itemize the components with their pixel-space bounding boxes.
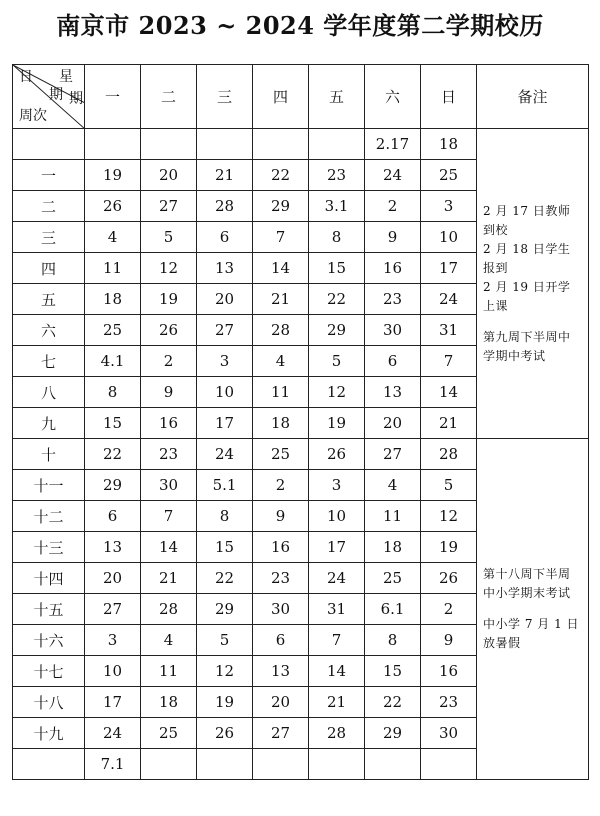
date-cell: 20 bbox=[365, 408, 421, 439]
date-cell bbox=[421, 749, 477, 780]
week-label: 六 bbox=[13, 315, 85, 346]
date-cell: 4 bbox=[141, 625, 197, 656]
date-cell bbox=[253, 749, 309, 780]
date-cell bbox=[309, 129, 365, 160]
date-cell: 26 bbox=[197, 718, 253, 749]
date-cell: 16 bbox=[141, 408, 197, 439]
date-cell: 4 bbox=[365, 470, 421, 501]
date-cell: 6 bbox=[253, 625, 309, 656]
date-cell: 10 bbox=[197, 377, 253, 408]
date-cell: 19 bbox=[85, 160, 141, 191]
corner-label-qi1: 期 bbox=[49, 87, 63, 103]
date-cell: 3 bbox=[85, 625, 141, 656]
week-label bbox=[13, 749, 85, 780]
date-cell: 22 bbox=[197, 563, 253, 594]
week-label: 十四 bbox=[13, 563, 85, 594]
date-cell: 13 bbox=[197, 253, 253, 284]
date-cell: 18 bbox=[365, 532, 421, 563]
date-cell: 3 bbox=[197, 346, 253, 377]
date-cell: 8 bbox=[85, 377, 141, 408]
date-cell: 10 bbox=[309, 501, 365, 532]
date-cell: 30 bbox=[141, 470, 197, 501]
date-cell: 25 bbox=[141, 718, 197, 749]
date-cell: 9 bbox=[141, 377, 197, 408]
date-cell: 11 bbox=[141, 656, 197, 687]
note-line: 中小学 7 月 1 日放暑假 bbox=[483, 617, 580, 650]
date-cell: 7 bbox=[253, 222, 309, 253]
date-cell: 20 bbox=[197, 284, 253, 315]
date-cell: 27 bbox=[253, 718, 309, 749]
date-cell: 20 bbox=[141, 160, 197, 191]
date-cell: 19 bbox=[421, 532, 477, 563]
week-label: 一 bbox=[13, 160, 85, 191]
week-label: 十二 bbox=[13, 501, 85, 532]
date-cell: 7 bbox=[141, 501, 197, 532]
date-cell: 28 bbox=[309, 718, 365, 749]
date-cell: 5 bbox=[141, 222, 197, 253]
date-cell: 14 bbox=[253, 253, 309, 284]
date-cell: 19 bbox=[141, 284, 197, 315]
week-label: 十八 bbox=[13, 687, 85, 718]
date-cell: 23 bbox=[365, 284, 421, 315]
date-cell: 24 bbox=[421, 284, 477, 315]
date-cell: 24 bbox=[85, 718, 141, 749]
date-cell: 29 bbox=[85, 470, 141, 501]
notes-cell-first bbox=[477, 129, 589, 439]
date-cell bbox=[85, 129, 141, 160]
day-header: 日 bbox=[421, 65, 477, 129]
day-header: 六 bbox=[365, 65, 421, 129]
date-cell: 18 bbox=[421, 129, 477, 160]
date-cell: 6 bbox=[85, 501, 141, 532]
date-cell: 3.1 bbox=[309, 191, 365, 222]
date-cell: 23 bbox=[141, 439, 197, 470]
date-cell: 29 bbox=[253, 191, 309, 222]
notes-cell-second bbox=[477, 439, 589, 780]
date-cell: 15 bbox=[309, 253, 365, 284]
date-cell: 28 bbox=[253, 315, 309, 346]
date-cell: 28 bbox=[421, 439, 477, 470]
date-cell: 4 bbox=[253, 346, 309, 377]
header-corner-cell bbox=[13, 65, 85, 129]
note-line: 第十八周下半周中小学期末考试 bbox=[483, 567, 571, 600]
corner-label-xing: 星 bbox=[59, 69, 73, 85]
date-cell: 29 bbox=[309, 315, 365, 346]
date-cell: 13 bbox=[85, 532, 141, 563]
date-cell: 5.1 bbox=[197, 470, 253, 501]
date-cell bbox=[197, 129, 253, 160]
day-header: 四 bbox=[253, 65, 309, 129]
notes-gap bbox=[483, 316, 582, 328]
date-cell: 18 bbox=[141, 687, 197, 718]
note-line: 第九周下半周中学期中考试 bbox=[483, 329, 571, 363]
week-label: 三 bbox=[13, 222, 85, 253]
date-cell bbox=[197, 749, 253, 780]
date-cell: 16 bbox=[253, 532, 309, 563]
week-label: 十一 bbox=[13, 470, 85, 501]
date-cell: 12 bbox=[309, 377, 365, 408]
date-cell: 25 bbox=[85, 315, 141, 346]
date-cell: 7 bbox=[309, 625, 365, 656]
date-cell: 19 bbox=[197, 687, 253, 718]
date-cell: 29 bbox=[197, 594, 253, 625]
date-cell: 30 bbox=[253, 594, 309, 625]
date-cell: 12 bbox=[141, 253, 197, 284]
date-cell: 6.1 bbox=[365, 594, 421, 625]
day-header: 一 bbox=[85, 65, 141, 129]
calendar-table bbox=[12, 64, 589, 780]
date-cell: 5 bbox=[197, 625, 253, 656]
date-cell: 21 bbox=[253, 284, 309, 315]
date-cell: 27 bbox=[85, 594, 141, 625]
date-cell: 21 bbox=[197, 160, 253, 191]
date-cell: 2 bbox=[421, 594, 477, 625]
date-cell: 28 bbox=[141, 594, 197, 625]
date-cell: 6 bbox=[197, 222, 253, 253]
date-cell: 26 bbox=[421, 563, 477, 594]
date-cell: 2 bbox=[141, 346, 197, 377]
date-cell: 11 bbox=[85, 253, 141, 284]
calendar-row-pre bbox=[13, 129, 589, 160]
date-cell: 9 bbox=[253, 501, 309, 532]
date-cell: 7 bbox=[421, 346, 477, 377]
date-cell: 15 bbox=[365, 656, 421, 687]
date-cell bbox=[253, 129, 309, 160]
date-cell: 27 bbox=[141, 191, 197, 222]
date-cell: 17 bbox=[197, 408, 253, 439]
date-cell: 30 bbox=[365, 315, 421, 346]
note-line: 2 月 19 日开学上课 bbox=[483, 279, 571, 313]
note-line: 2 月 18 日学生报到 bbox=[483, 241, 571, 275]
date-cell: 17 bbox=[421, 253, 477, 284]
date-cell: 18 bbox=[253, 408, 309, 439]
date-cell: 21 bbox=[141, 563, 197, 594]
date-cell: 16 bbox=[421, 656, 477, 687]
date-cell: 29 bbox=[365, 718, 421, 749]
note-line: 2 月 17 日教师到校 bbox=[483, 203, 571, 237]
date-cell: 13 bbox=[253, 656, 309, 687]
date-cell: 22 bbox=[253, 160, 309, 191]
date-cell: 17 bbox=[85, 687, 141, 718]
date-cell: 20 bbox=[85, 563, 141, 594]
date-cell: 5 bbox=[421, 470, 477, 501]
date-cell: 4 bbox=[85, 222, 141, 253]
date-cell bbox=[141, 749, 197, 780]
date-cell: 19 bbox=[309, 408, 365, 439]
date-cell: 6 bbox=[365, 346, 421, 377]
date-cell: 31 bbox=[421, 315, 477, 346]
calendar-row-week bbox=[13, 439, 589, 470]
date-cell: 22 bbox=[365, 687, 421, 718]
date-cell: 22 bbox=[85, 439, 141, 470]
week-label: 十五 bbox=[13, 594, 85, 625]
week-label: 十 bbox=[13, 439, 85, 470]
week-label: 四 bbox=[13, 253, 85, 284]
date-cell: 30 bbox=[421, 718, 477, 749]
day-header: 三 bbox=[197, 65, 253, 129]
date-cell bbox=[365, 749, 421, 780]
page-title: 南京市 2023 ~ 2024 学年度第二学期校历 bbox=[56, 11, 544, 40]
date-cell: 16 bbox=[365, 253, 421, 284]
date-cell: 4.1 bbox=[85, 346, 141, 377]
date-cell: 14 bbox=[421, 377, 477, 408]
date-cell: 20 bbox=[253, 687, 309, 718]
date-cell: 15 bbox=[85, 408, 141, 439]
week-label: 七 bbox=[13, 346, 85, 377]
date-cell: 26 bbox=[85, 191, 141, 222]
date-cell: 12 bbox=[197, 656, 253, 687]
week-label: 二 bbox=[13, 191, 85, 222]
week-label: 十七 bbox=[13, 656, 85, 687]
date-cell: 9 bbox=[365, 222, 421, 253]
date-cell: 11 bbox=[365, 501, 421, 532]
week-label: 五 bbox=[13, 284, 85, 315]
date-cell: 21 bbox=[309, 687, 365, 718]
date-cell: 15 bbox=[197, 532, 253, 563]
date-cell: 25 bbox=[421, 160, 477, 191]
date-cell: 10 bbox=[421, 222, 477, 253]
week-label bbox=[13, 129, 85, 160]
date-cell: 22 bbox=[309, 284, 365, 315]
notes-gap bbox=[483, 603, 582, 615]
date-cell: 23 bbox=[253, 563, 309, 594]
week-label: 十六 bbox=[13, 625, 85, 656]
date-cell: 27 bbox=[365, 439, 421, 470]
date-cell: 28 bbox=[197, 191, 253, 222]
date-cell: 11 bbox=[253, 377, 309, 408]
date-cell: 24 bbox=[197, 439, 253, 470]
date-cell: 10 bbox=[85, 656, 141, 687]
date-cell: 12 bbox=[421, 501, 477, 532]
date-cell: 23 bbox=[421, 687, 477, 718]
header-row bbox=[13, 65, 589, 129]
date-cell: 2 bbox=[365, 191, 421, 222]
week-label: 九 bbox=[13, 408, 85, 439]
date-cell: 25 bbox=[365, 563, 421, 594]
date-cell: 8 bbox=[309, 222, 365, 253]
date-cell: 14 bbox=[309, 656, 365, 687]
date-cell bbox=[309, 749, 365, 780]
week-label: 八 bbox=[13, 377, 85, 408]
date-cell bbox=[141, 129, 197, 160]
date-cell: 23 bbox=[309, 160, 365, 191]
notes-header: 备注 bbox=[477, 65, 589, 129]
week-label: 十九 bbox=[13, 718, 85, 749]
week-label: 十三 bbox=[13, 532, 85, 563]
date-cell: 26 bbox=[309, 439, 365, 470]
date-cell: 14 bbox=[141, 532, 197, 563]
date-cell: 3 bbox=[421, 191, 477, 222]
date-cell: 13 bbox=[365, 377, 421, 408]
date-cell: 27 bbox=[197, 315, 253, 346]
date-cell: 8 bbox=[197, 501, 253, 532]
date-cell: 24 bbox=[365, 160, 421, 191]
date-cell: 18 bbox=[85, 284, 141, 315]
corner-label-zhouci: 周次 bbox=[19, 108, 47, 124]
corner-label-ri: 日 bbox=[19, 69, 33, 85]
date-cell: 3 bbox=[309, 470, 365, 501]
date-cell: 25 bbox=[253, 439, 309, 470]
date-cell: 17 bbox=[309, 532, 365, 563]
day-header: 五 bbox=[309, 65, 365, 129]
date-cell: 26 bbox=[141, 315, 197, 346]
date-cell: 9 bbox=[421, 625, 477, 656]
date-cell: 24 bbox=[309, 563, 365, 594]
corner-label-qi2: 期 bbox=[69, 91, 83, 107]
date-cell: 2.17 bbox=[365, 129, 421, 160]
date-cell: 8 bbox=[365, 625, 421, 656]
date-cell: 2 bbox=[253, 470, 309, 501]
day-header: 二 bbox=[141, 65, 197, 129]
date-cell: 21 bbox=[421, 408, 477, 439]
date-cell: 7.1 bbox=[85, 749, 141, 780]
date-cell: 5 bbox=[309, 346, 365, 377]
date-cell: 31 bbox=[309, 594, 365, 625]
